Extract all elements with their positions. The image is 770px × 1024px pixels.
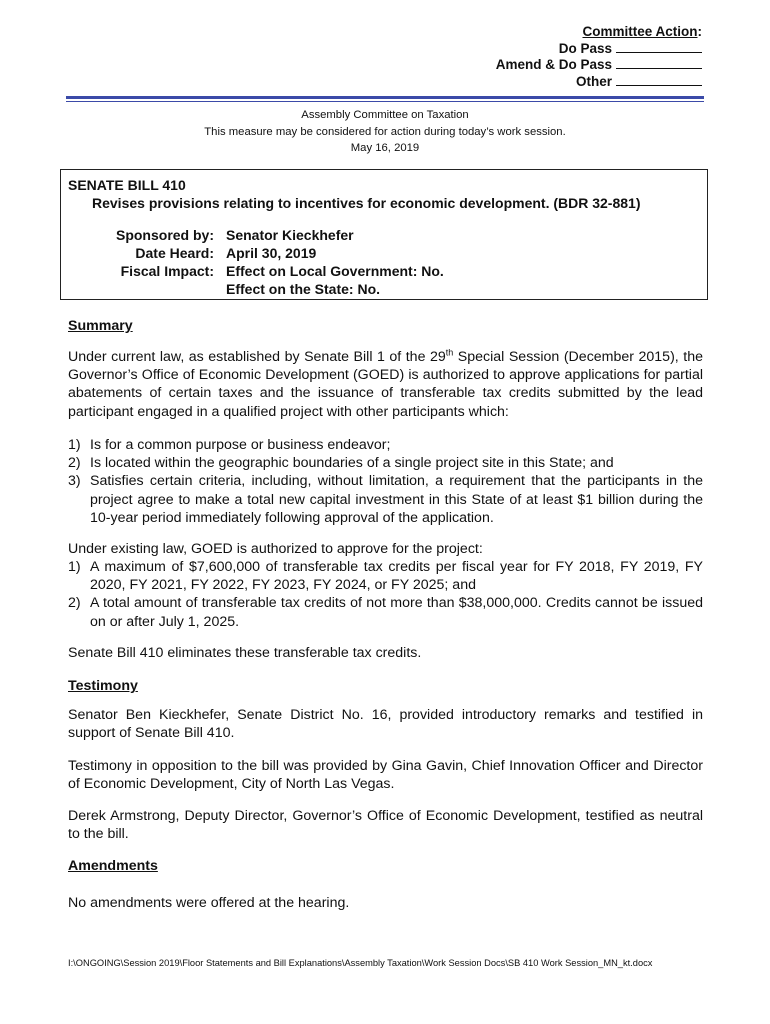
amendments-heading: Amendments (68, 858, 158, 874)
amend-do-pass-label: Amend & Do Pass (495, 57, 612, 72)
testimony-paragraph-2: Testimony in opposition to the bill was provided by Gina Gavin, Chief Innovation Officer and Director of Economic Development, City of North Las Vegas. (68, 758, 703, 793)
header-rule-thin (66, 101, 704, 102)
amend-do-pass-blank (616, 57, 702, 69)
committee-action-colon: : (697, 24, 702, 39)
list-item: 3) Satisfies certain criteria, including, without limitation, a requirement that the participants in the project agree to make a total new capital investment in this State of at least $1 billion during the 10-year period immediately following approval of the application. (68, 473, 703, 526)
testimony-heading: Testimony (68, 678, 138, 694)
fiscal-local-value: Effect on Local Government: No. (226, 263, 444, 279)
list-item: 1) Is for a common purpose or business endeavor; (68, 437, 391, 453)
summary-paragraph-3: Senate Bill 410 eliminates these transferable tax credits. (68, 645, 422, 661)
committee-header (66, 107, 704, 157)
do-pass-row (496, 41, 702, 58)
other-row (496, 74, 702, 91)
committee-action-block (496, 24, 702, 90)
testimony-paragraph-1: Senator Ben Kieckhefer, Senate District No. 16, provided introductory remarks and testified in support of Senate Bill 410. (68, 707, 703, 742)
summary-heading: Summary (68, 318, 133, 334)
bill-meta-values (226, 226, 444, 298)
work-session-note: This measure may be considered for action during today’s work session. (204, 125, 566, 138)
amendments-paragraph: No amendments were offered at the hearing. (68, 895, 350, 911)
list-item: 1) A maximum of $7,600,000 of transferable tax credits per fiscal year for FY 2018, FY 2019, FY 2020, FY 2021, FY 2022, FY 2023, FY 2024, or FY 2025; and (68, 559, 703, 594)
testimony-paragraph-3: Derek Armstrong, Deputy Director, Governor’s Office of Economic Development, testified as neutral to the bill. (68, 808, 703, 843)
file-path-footer: I:\ONGOING\Session 2019\Floor Statements and Bill Explanations\Assembly Taxation\Work Session Docs\SB 410 Work Session_MN_kt.docx (68, 958, 653, 968)
bill-meta-labels (116, 226, 214, 280)
summary-paragraph-1: Under current law, as established by Senate Bill 1 of the 29th Special Session (December 2015), the Governor’s Office of Economic Development (GOED) is authorized to approve applications for partial abatements of certain taxes and the issuance of transferable tax credits submitted by the lead participant engaged in a qualified project with other participants which: (68, 347, 703, 420)
bill-description: Revises provisions relating to incentives for economic development. (BDR 32-881) (92, 195, 641, 211)
bill-info-box (60, 169, 708, 300)
other-blank (616, 74, 702, 86)
date-heard-value: April 30, 2019 (226, 245, 317, 261)
sponsored-label: Sponsored by: (115, 227, 214, 243)
do-pass-blank (616, 41, 702, 53)
do-pass-label: Do Pass (558, 40, 612, 56)
committee-action-title: Committee Action (582, 24, 698, 39)
date-heard-label: Date Heard: (135, 245, 214, 261)
fiscal-impact-label: Fiscal Impact: (120, 263, 214, 279)
header-rule-thick (66, 96, 704, 99)
bill-title: SENATE BILL 410 (68, 177, 186, 193)
summary-criteria-list (68, 436, 703, 527)
other-label: Other (575, 73, 612, 89)
summary-credit-list (68, 558, 703, 631)
summary-paragraph-2: Under existing law, GOED is authorized to approve for the project: (68, 541, 483, 557)
committee-name: Assembly Committee on Taxation (301, 109, 469, 121)
list-item: 2) A total amount of transferable tax credits of not more than $38,000,000. Credits cannot be issued on or after July 1, 2025. (68, 595, 703, 630)
sponsor-value: Senator Kieckhefer (226, 227, 354, 243)
amend-do-pass-row (496, 57, 702, 74)
fiscal-state-value: Effect on the State: No. (226, 281, 381, 297)
session-date: May 16, 2019 (350, 142, 420, 154)
list-item: 2) Is located within the geographic boundaries of a single project site in this State; and (68, 455, 614, 472)
